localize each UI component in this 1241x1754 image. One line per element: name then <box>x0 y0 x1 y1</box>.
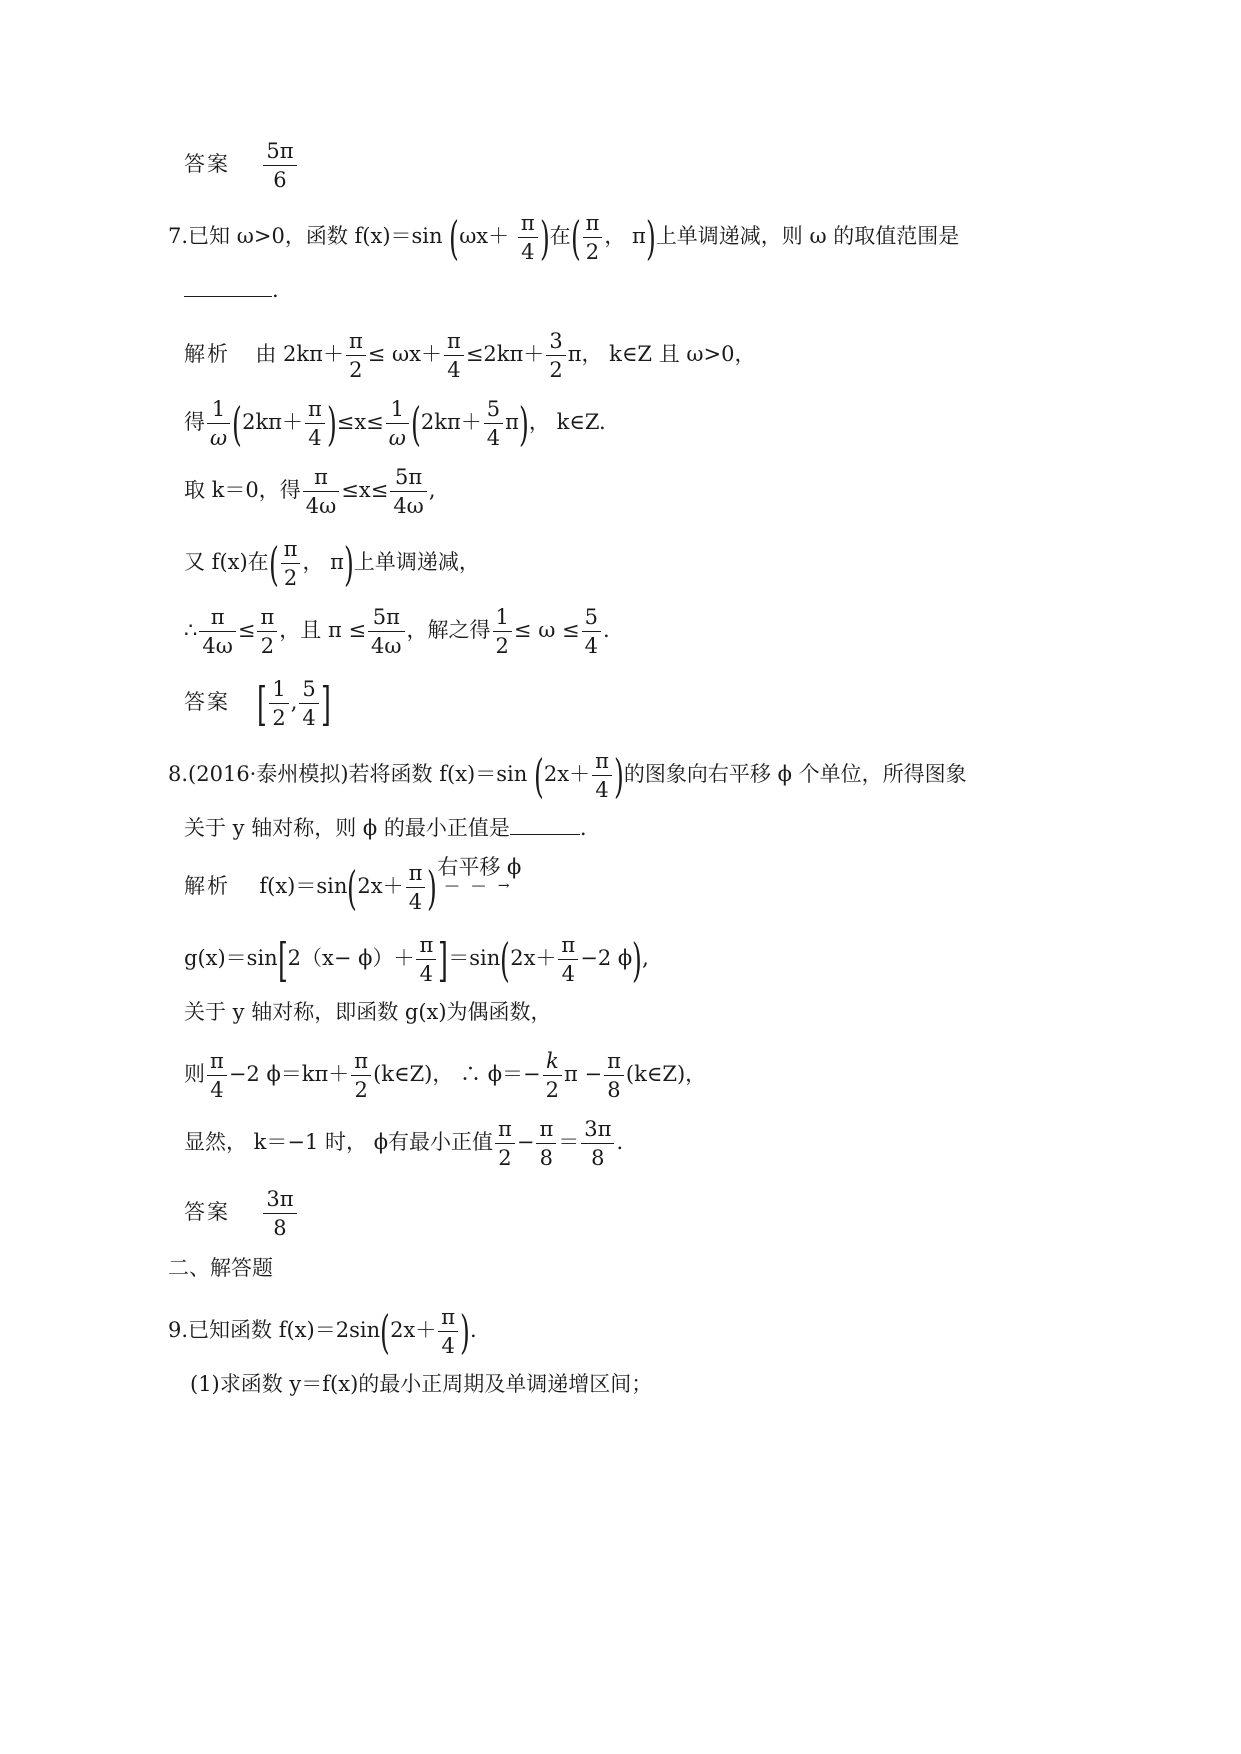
analysis-7-line-1: 解析 由 2kπ＋ $\frac{\pi}{2}$ ≤ ωx＋ $\frac{\pi}{4}$ ≤2kπ＋ $\frac{3}{2}$ π， k∈Z 且 ω>0， <box>184 329 756 383</box>
analysis-7-line-2: 得 $\frac{1}{\omega}$ (2kπ＋ $\frac{\pi}{4}$ )≤x≤ $\frac{1}{\omega}$ (2kπ＋ $\frac{5}{4}$ π)， k∈Z. <box>184 396 606 451</box>
analysis-8-line-5: 显然， k＝−1 时， ϕ有最小正值 $\frac{\pi}{2}$ − $\frac{\pi}{8}$ ＝ $\frac{3\pi}{8}$ . <box>184 1117 624 1171</box>
analysis-8-line-3: 关于 y 轴对称，即函数 g(x)为偶函数， <box>184 1000 552 1024</box>
question-8: 8.(2016·泰州模拟)若将函数 f(x)＝sin (2x＋ $\frac{\pi}{4}$ )的图象向右平移 ϕ 个单位，所得图象 <box>168 748 967 803</box>
analysis-7-line-3: 取 k＝0，得 $\frac{\pi}{4\omega}$ ≤x≤ $\frac{5\pi}{4\omega}$ , <box>184 465 436 519</box>
question-9-part-1: (1)求函数 y＝f(x)的最小正周期及单调递增区间； <box>190 1372 653 1396</box>
analysis-7-line-4: 又 f(x)在( $\frac{\pi}{2}$ ， π)上单调递减， <box>184 536 480 591</box>
analysis-8-line-2: g(x)＝sin[2（x− ϕ）＋ $\frac{\pi}{4}$ ]＝sin(2x＋ $\frac{\pi}{4}$ −2 ϕ), <box>184 932 649 987</box>
section-heading: 二、解答题 <box>168 1256 273 1280</box>
answer-blank-7: . <box>184 280 279 301</box>
answer-6 <box>184 140 299 191</box>
analysis-7-line-5: ∴ $\frac{\pi}{4\omega}$ ≤ $\frac{\pi}{2}$ ，且 π ≤ $\frac{5\pi}{4\omega}$ ，解之得 $\frac{1}{2}$ ≤ ω ≤ $\frac{5}{4}$ . <box>184 605 610 659</box>
question-7: 7.已知 ω>0，函数 f(x)＝sin (ωx＋ $\frac{\pi}{4}$ )在( $\frac{\pi}{2}$ ， π)上单调递减，则 ω 的取值范围是 <box>168 210 960 265</box>
answer-label: 答案 <box>184 152 230 177</box>
analysis-8-line-1: 解析 f(x)＝sin(2x＋ $\frac{\pi}{4}$ ) 右平移 ϕ — — → <box>184 855 522 915</box>
fraction: $\frac{5\pi}{6}$ <box>263 140 296 191</box>
answer-7: 答案 [ $\frac{1}{2}$ , $\frac{5}{4}$ ] <box>184 676 331 731</box>
question-9: 9.已知函数 f(x)＝2sin(2x＋ $\frac{\pi}{4}$ ). <box>168 1304 477 1359</box>
analysis-8-line-4: 则 $\frac{\pi}{4}$ −2 ϕ＝kπ＋ $\frac{\pi}{2}$ (k∈Z)， ∴ ϕ＝− $\frac{k}{2}$ π − $\frac{\pi}{8}$ (k∈Z)， <box>184 1049 707 1103</box>
answer-8: 答案 $\frac{3\pi}{8}$ <box>184 1188 299 1239</box>
question-8-line-2: 关于 y 轴对称，则 ϕ 的最小正值是 . <box>184 816 587 840</box>
